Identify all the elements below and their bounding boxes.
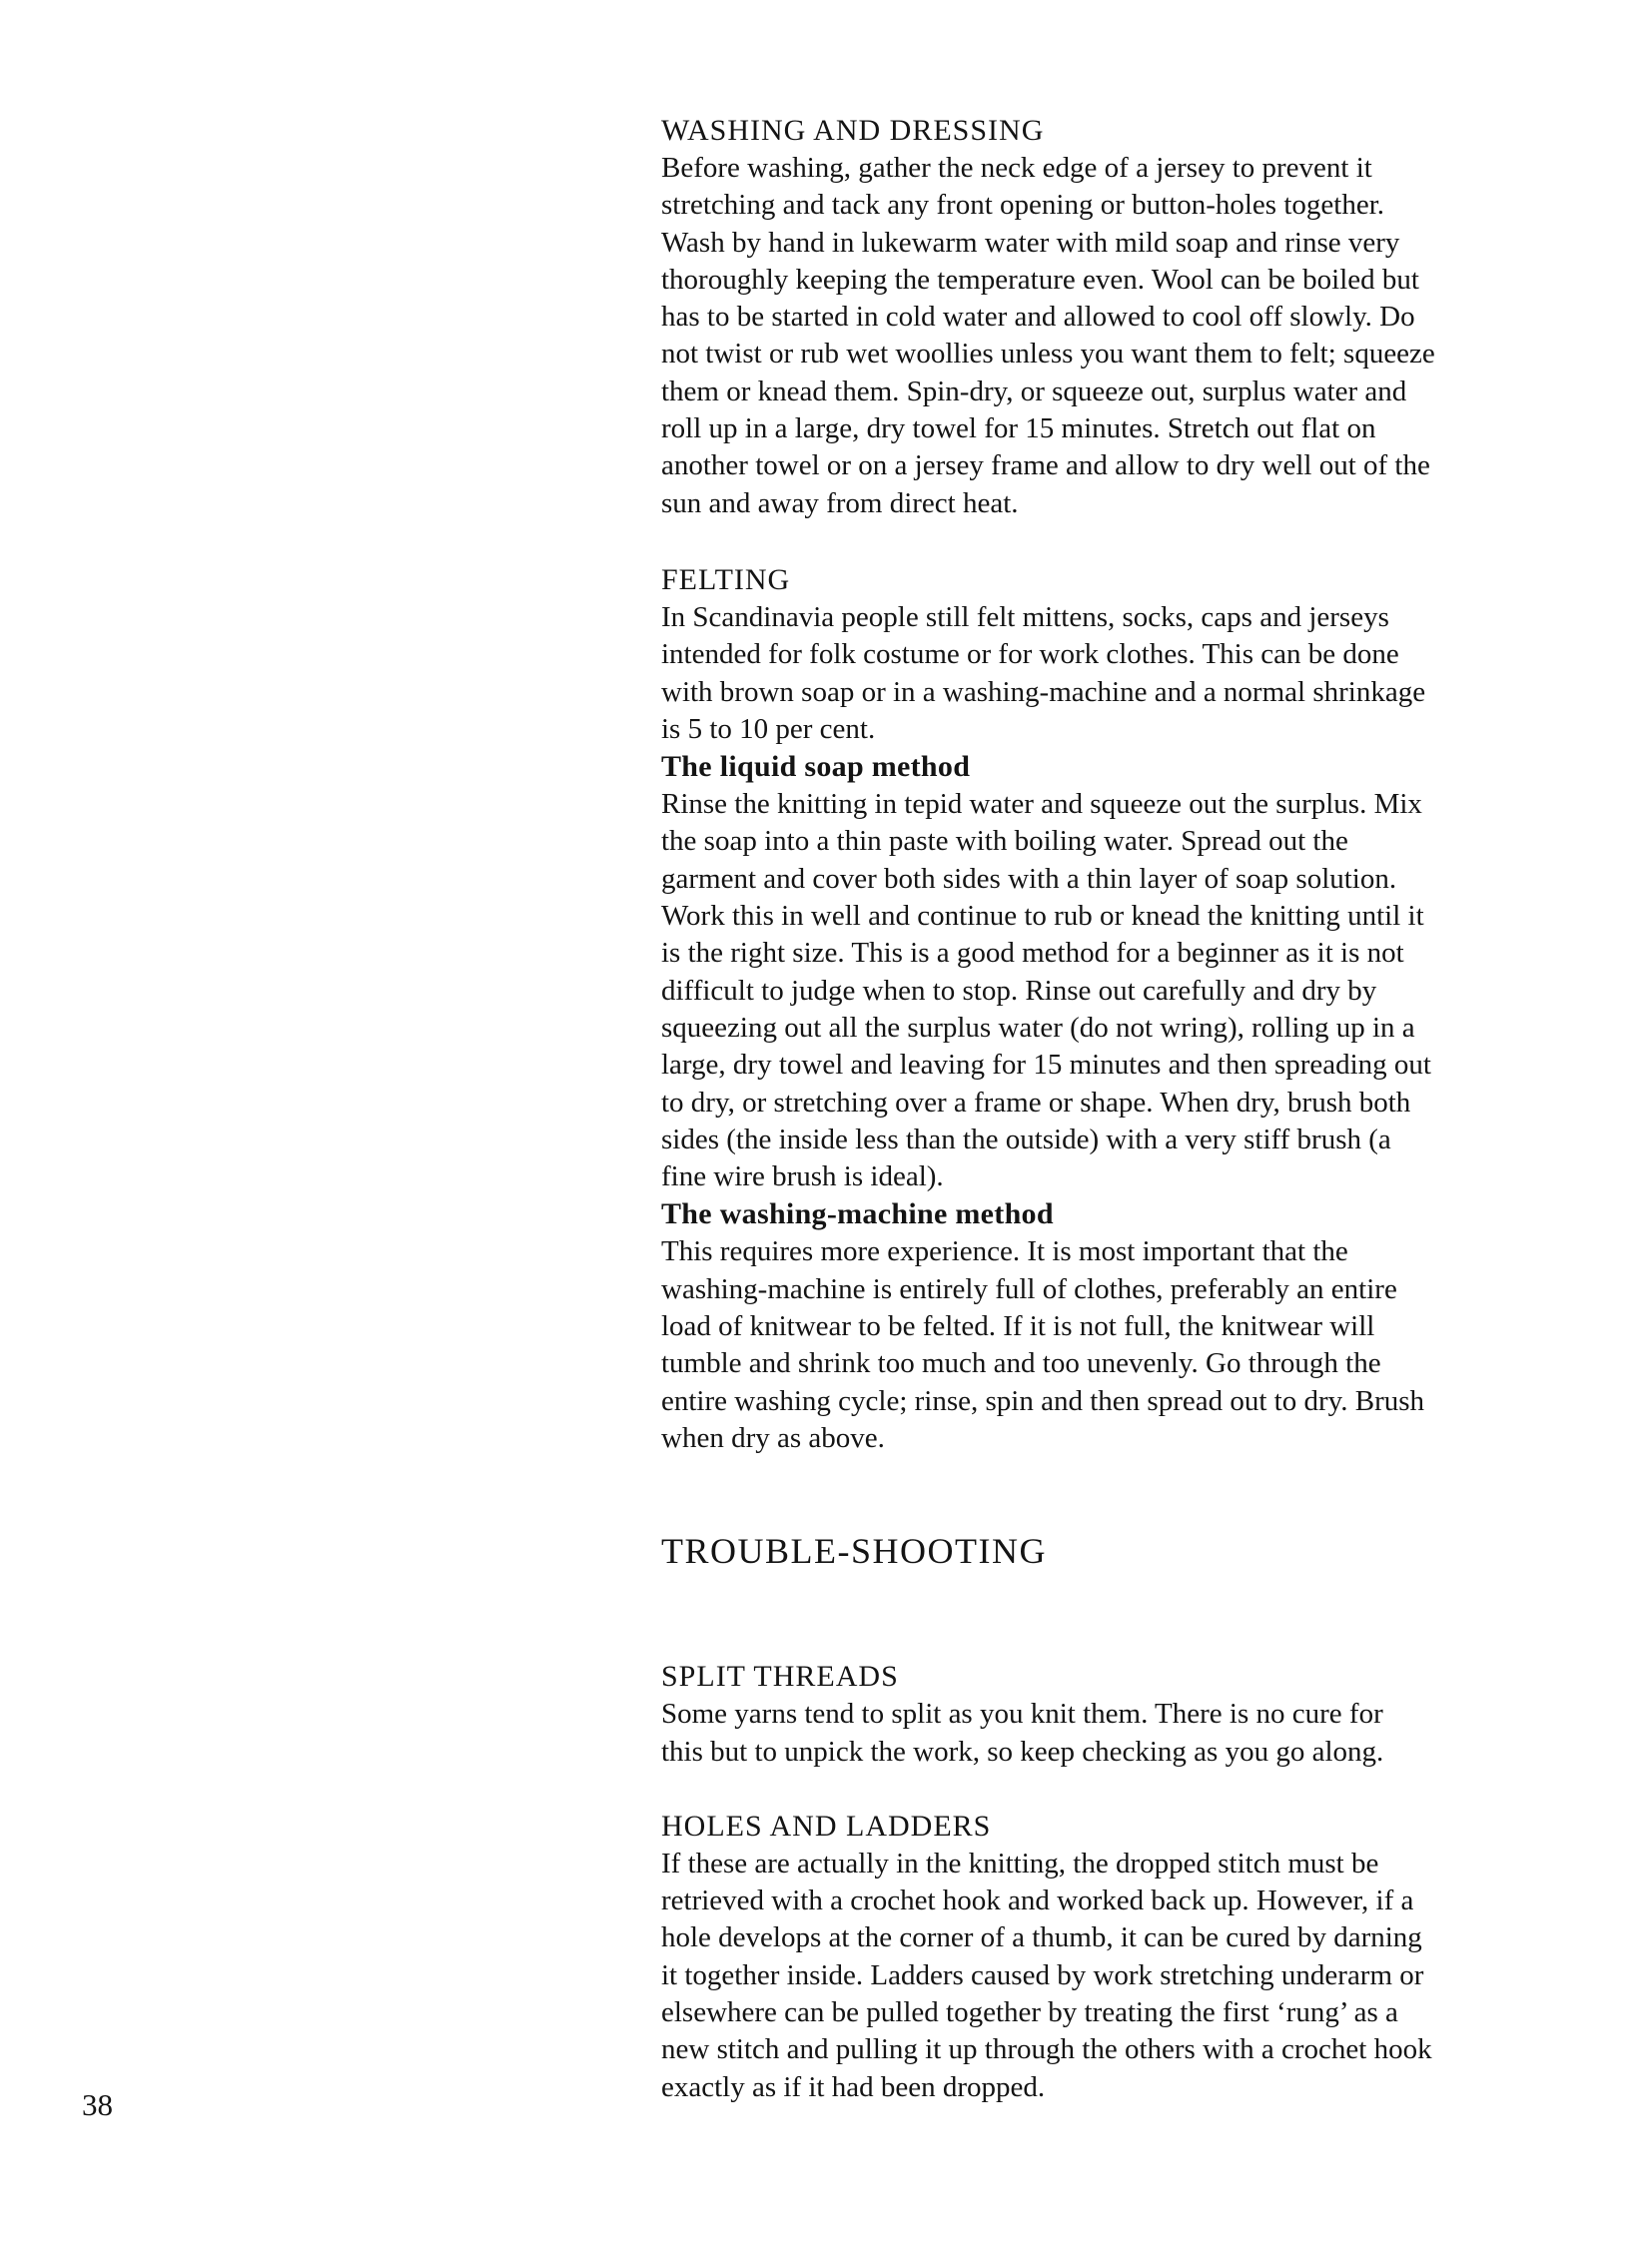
page-number: 38	[82, 2087, 113, 2122]
holes-ladders-heading: HOLES AND LADDERS	[661, 1809, 992, 1843]
liquid-soap-body: Rinse the knitting in tepid water and squeeze out the surplus. Mix the soap into a thin paste with boiling water. Spread out the garment and cover both sides with a thin layer of soap solution. Work this in well and continue to rub or knead the knitting until it is the right size. This is a good method for a beginner as it is not difficult to judge when to stop. Rinse out carefully and dry by squeezing out all the surplus water (do not wring), rolling up in a large, dry towel and leaving for 15 minutes and then spreading out to dry, or stretching over a frame or shape. When dry, brush both sides (the inside less than the outside) with a very stiff brush (a fine wire brush is ideal).	[661, 788, 1431, 1193]
split-threads-section	[661, 1658, 1600, 1771]
holes-ladders-body: If these are actually in the knitting, the dropped stitch must be retrieved with a crochet hook and worked back up. However, if a hole develops at the corner of a thumb, it can be cured by darning it together inside. Ladders caused by work stretching underarm or elsewhere can be pulled together by treating the first ‘rung’ as a new stitch and pulling it up through the others with a crochet hook exactly as if it had been dropped.	[661, 1847, 1432, 2103]
felting-heading: FELTING	[661, 562, 791, 596]
trouble-shooting-section	[661, 1529, 1600, 1573]
washing-section	[661, 112, 1600, 522]
washing-body: Before washing, gather the neck edge of a jersey to prevent it stretching and tack any front opening or button-holes together. Wash by hand in lukewarm water with mild soap and rinse very thoroughly keeping the temperature even. Wool can be boiled but has to be started in cold water and allowed to cool off slowly. Do not twist or rub wet woollies unless you want them to felt; squeeze them or knead them. Spin-dry, or squeeze out, surplus water and roll up in a large, dry towel for 15 minutes. Stretch out flat on another towel or on a jersey frame and allow to dry well out of the sun and away from direct heat.	[661, 152, 1435, 519]
felting-section	[661, 561, 1600, 1457]
washing-heading: WASHING AND DRESSING	[661, 114, 1045, 147]
liquid-soap-heading: The liquid soap method	[661, 750, 971, 784]
felting-intro: In Scandinavia people still felt mittens, socks, caps and jerseys intended for folk costume or for work clothes. This can be done with brown soap or in a washing-machine and a normal shrinkage is 5 to 10 per cent.	[661, 600, 1426, 745]
trouble-shooting-heading: TROUBLE-SHOOTING	[661, 1531, 1047, 1572]
text-column	[661, 112, 1600, 2106]
split-threads-body: Some yarns tend to split as you knit them. There is no cure for this but to unpick the work, so keep checking as you go along.	[661, 1698, 1384, 1768]
washing-machine-body: This requires more experience. It is most important that the washing-machine is entirely full of clothes, preferably an entire load of knitwear to be felted. If it is not full, the knitwear will tumble and shrink too much and too unevenly. Go through the entire washing cycle; rinse, spin and then spread out to dry. Brush when dry as above.	[661, 1235, 1425, 1454]
split-threads-heading: SPLIT THREADS	[661, 1660, 899, 1694]
holes-ladders-section	[661, 1808, 1600, 2106]
washing-machine-heading: The washing-machine method	[661, 1197, 1054, 1231]
